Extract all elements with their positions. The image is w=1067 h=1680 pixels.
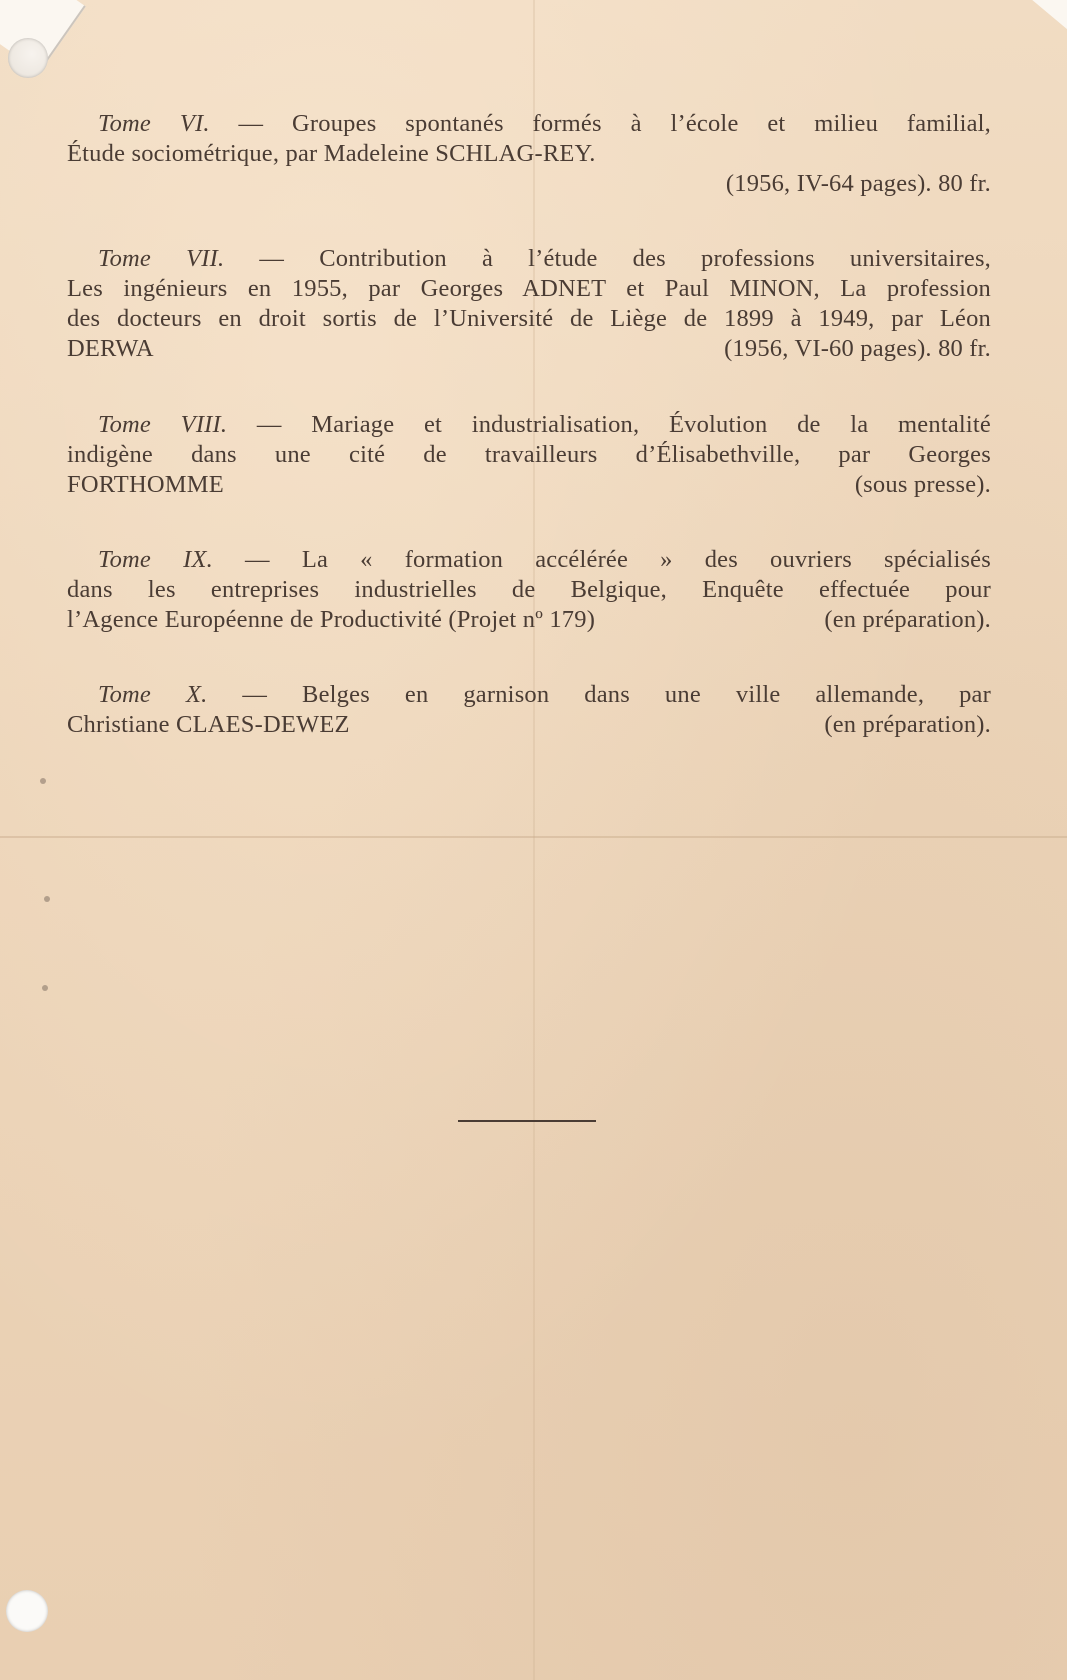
entry-tome-vi bbox=[67, 109, 991, 199]
entry-line bbox=[67, 109, 991, 139]
author-name: FORTHOMME bbox=[67, 471, 224, 498]
entry-line bbox=[67, 545, 991, 575]
entry-text: l’Agence Européenne de Productivité (Projet nº 179) bbox=[67, 606, 596, 633]
entry-tome-ix bbox=[67, 545, 991, 635]
tome-number: Tome IX. bbox=[98, 546, 213, 573]
entry-pub-info: (sous presse). bbox=[854, 471, 991, 498]
entry-text: — La « formation accélérée » des ouvriers spécialisés bbox=[245, 546, 991, 573]
entry-line: des docteurs en droit sortis de l’Université de Liège de 1899 à 1949, par Léon bbox=[67, 305, 991, 332]
entry-text: — Mariage et industrialisation, Évolution de la mentalité bbox=[256, 411, 991, 438]
entry-pub-info: (en préparation). bbox=[824, 711, 991, 738]
entry-text: — Belges en garnison dans une ville allemande, par bbox=[242, 681, 991, 708]
entry-line: dans les entreprises industrielles de Belgique, Enquête effectuée pour bbox=[67, 576, 991, 603]
ink-speck bbox=[44, 896, 50, 902]
tome-number: Tome X. bbox=[98, 681, 208, 708]
torn-corner bbox=[1017, 0, 1067, 39]
entry-line bbox=[67, 410, 991, 440]
author-name: DERWA bbox=[67, 335, 154, 362]
punch-hole bbox=[6, 1590, 48, 1632]
entry-line: Étude sociométrique, par Madeleine SCHLAG-REY. bbox=[67, 140, 596, 167]
entry-tome-x bbox=[67, 680, 991, 740]
entry-pub-info: (1956, IV-64 pages). 80 fr. bbox=[725, 170, 991, 197]
entry-pub-info: (1956, VI-60 pages). 80 fr. bbox=[724, 335, 991, 362]
tome-number: Tome VI. bbox=[98, 110, 210, 137]
section-divider bbox=[458, 1120, 596, 1122]
ink-speck bbox=[40, 778, 46, 784]
entry-text: — Groupes spontanés formés à l’école et milieu familial, bbox=[238, 110, 991, 137]
entry-line bbox=[67, 470, 991, 500]
tome-number: Tome VII. bbox=[98, 245, 225, 272]
entry-tome-viii bbox=[67, 410, 991, 500]
ink-speck bbox=[42, 985, 48, 991]
entry-line: indigène dans une cité de travailleurs d’Élisabethville, par Georges bbox=[67, 441, 991, 468]
punch-hole bbox=[8, 38, 48, 78]
author-name: Christiane CLAES-DEWEZ bbox=[67, 711, 350, 738]
entry-line bbox=[67, 244, 991, 274]
entry-tome-vii bbox=[67, 244, 991, 364]
entry-text: — Contribution à l’étude des professions universitaires, bbox=[259, 245, 992, 272]
tome-number: Tome VIII. bbox=[98, 411, 228, 438]
entry-line bbox=[67, 334, 991, 364]
entry-pub-info: (en préparation). bbox=[824, 606, 991, 633]
entry-line bbox=[67, 605, 991, 635]
entry-line: Les ingénieurs en 1955, par Georges ADNET et Paul MINON, La profession bbox=[67, 275, 991, 302]
entry-line bbox=[67, 710, 991, 740]
entry-line bbox=[67, 680, 991, 710]
